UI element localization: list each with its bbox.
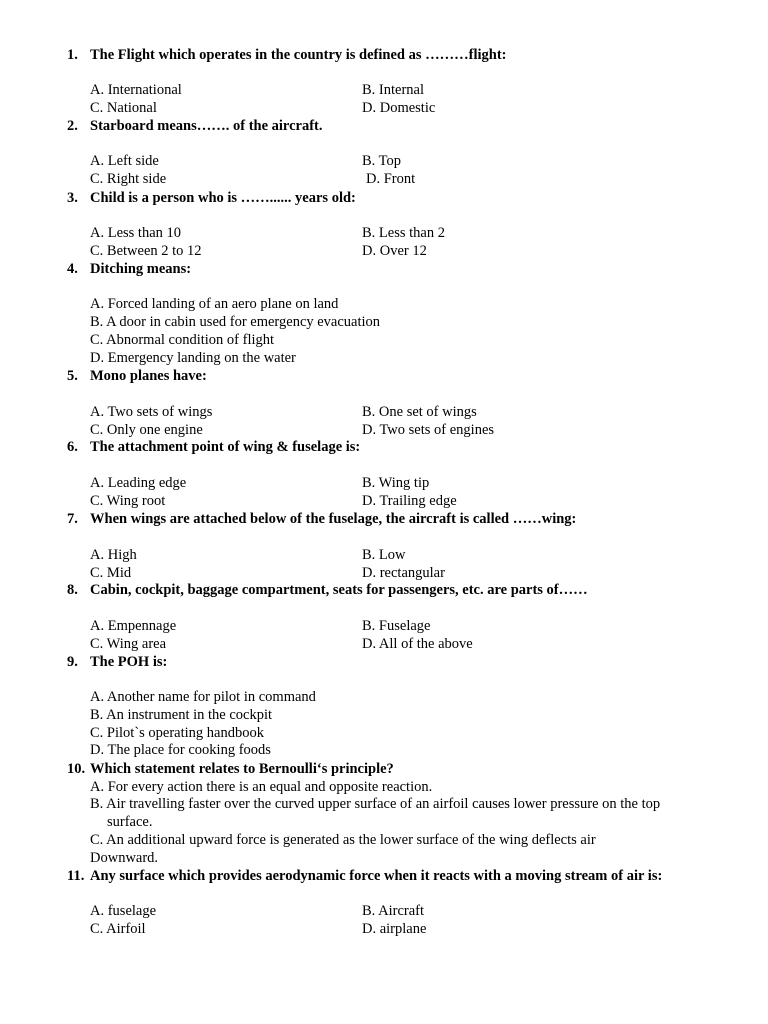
question-number: 10. [67, 761, 86, 777]
question-number: 8. [67, 582, 78, 598]
question-number: 6. [67, 439, 78, 455]
option-b-continuation: surface. [107, 814, 153, 830]
question-text: The POH is: [90, 654, 168, 670]
option-d: D. Emergency landing on the water [90, 350, 296, 366]
question-number: 7. [67, 511, 78, 527]
option-b: B. Air travelling faster over the curved upper surface of an airfoil causes lower pressure on the top [90, 796, 661, 812]
option-d: D. Two sets of engines [362, 422, 495, 438]
option-c-continuation: Downward. [90, 850, 159, 866]
question-number: 5. [67, 368, 78, 384]
option-d: D. airplane [362, 921, 427, 937]
option-c: C. Only one engine [90, 422, 203, 438]
question-number: 1. [67, 47, 78, 63]
option-d: D. Over 12 [362, 243, 427, 259]
question-number: 9. [67, 654, 78, 670]
option-c: C. National [90, 100, 157, 116]
option-a: A. Empennage [90, 618, 177, 634]
question-text: Ditching means: [90, 261, 192, 277]
option-a: A. Two sets of wings [90, 404, 213, 420]
option-c: C. Abnormal condition of flight [90, 332, 275, 348]
option-a: A. For every action there is an equal and opposite reaction. [90, 779, 433, 795]
option-a: A. Another name for pilot in command [90, 689, 316, 705]
question-number: 3. [67, 190, 78, 206]
question-text: Child is a person who is ……...... years old: [90, 190, 356, 206]
question-text: When wings are attached below of the fuselage, the aircraft is called ……wing: [90, 511, 577, 527]
option-b: B. Aircraft [362, 903, 425, 919]
question-text: The attachment point of wing & fuselage is: [90, 439, 361, 455]
option-b: B. A door in cabin used for emergency evacuation [90, 314, 381, 330]
option-d: D. The place for cooking foods [90, 742, 271, 758]
option-c: C. Pilot`s operating handbook [90, 725, 264, 741]
question-text: Cabin, cockpit, baggage compartment, seats for passengers, etc. are parts of…… [90, 582, 588, 598]
option-a: A. International [90, 82, 182, 98]
option-c: C. Between 2 to 12 [90, 243, 202, 259]
option-b: B. Internal [362, 82, 425, 98]
option-b: B. One set of wings [362, 404, 477, 420]
option-b: B. Top [362, 153, 402, 169]
option-a: A. Less than 10 [90, 225, 182, 241]
question-text: The Flight which operates in the country is defined as ………flight: [90, 47, 507, 63]
option-b: B. Wing tip [362, 475, 430, 491]
question-text: Mono planes have: [90, 368, 207, 384]
question-number: 11. [67, 868, 85, 884]
question-text: Which statement relates to Bernoulli‘s principle? [90, 761, 394, 777]
option-d: D. Front [366, 171, 416, 187]
question-text: Any surface which provides aerodynamic force when it reacts with a moving stream of air is: [90, 868, 663, 884]
option-a: A. High [90, 547, 137, 563]
option-d: D. Trailing edge [362, 493, 457, 509]
option-b: B. Fuselage [362, 618, 431, 634]
option-c: C. Airfoil [90, 921, 146, 937]
option-c: C. Right side [90, 171, 167, 187]
option-d: D. Domestic [362, 100, 436, 116]
option-a: A. fuselage [90, 903, 157, 919]
option-c: C. Mid [90, 565, 132, 581]
option-b: B. Low [362, 547, 406, 563]
option-c: C. Wing root [90, 493, 166, 509]
question-text: Starboard means……. of the aircraft. [90, 118, 323, 134]
option-a: A. Leading edge [90, 475, 187, 491]
option-c: C. Wing area [90, 636, 167, 652]
option-b: B. An instrument in the cockpit [90, 707, 273, 723]
question-number: 4. [67, 261, 78, 277]
question-number: 2. [67, 118, 78, 134]
option-b: B. Less than 2 [362, 225, 445, 241]
option-d: D. All of the above [362, 636, 473, 652]
option-a: A. Left side [90, 153, 159, 169]
option-d: D. rectangular [362, 565, 445, 581]
option-c: C. An additional upward force is generated as the lower surface of the wing deflects air [90, 832, 596, 848]
option-a: A. Forced landing of an aero plane on land [90, 296, 339, 312]
